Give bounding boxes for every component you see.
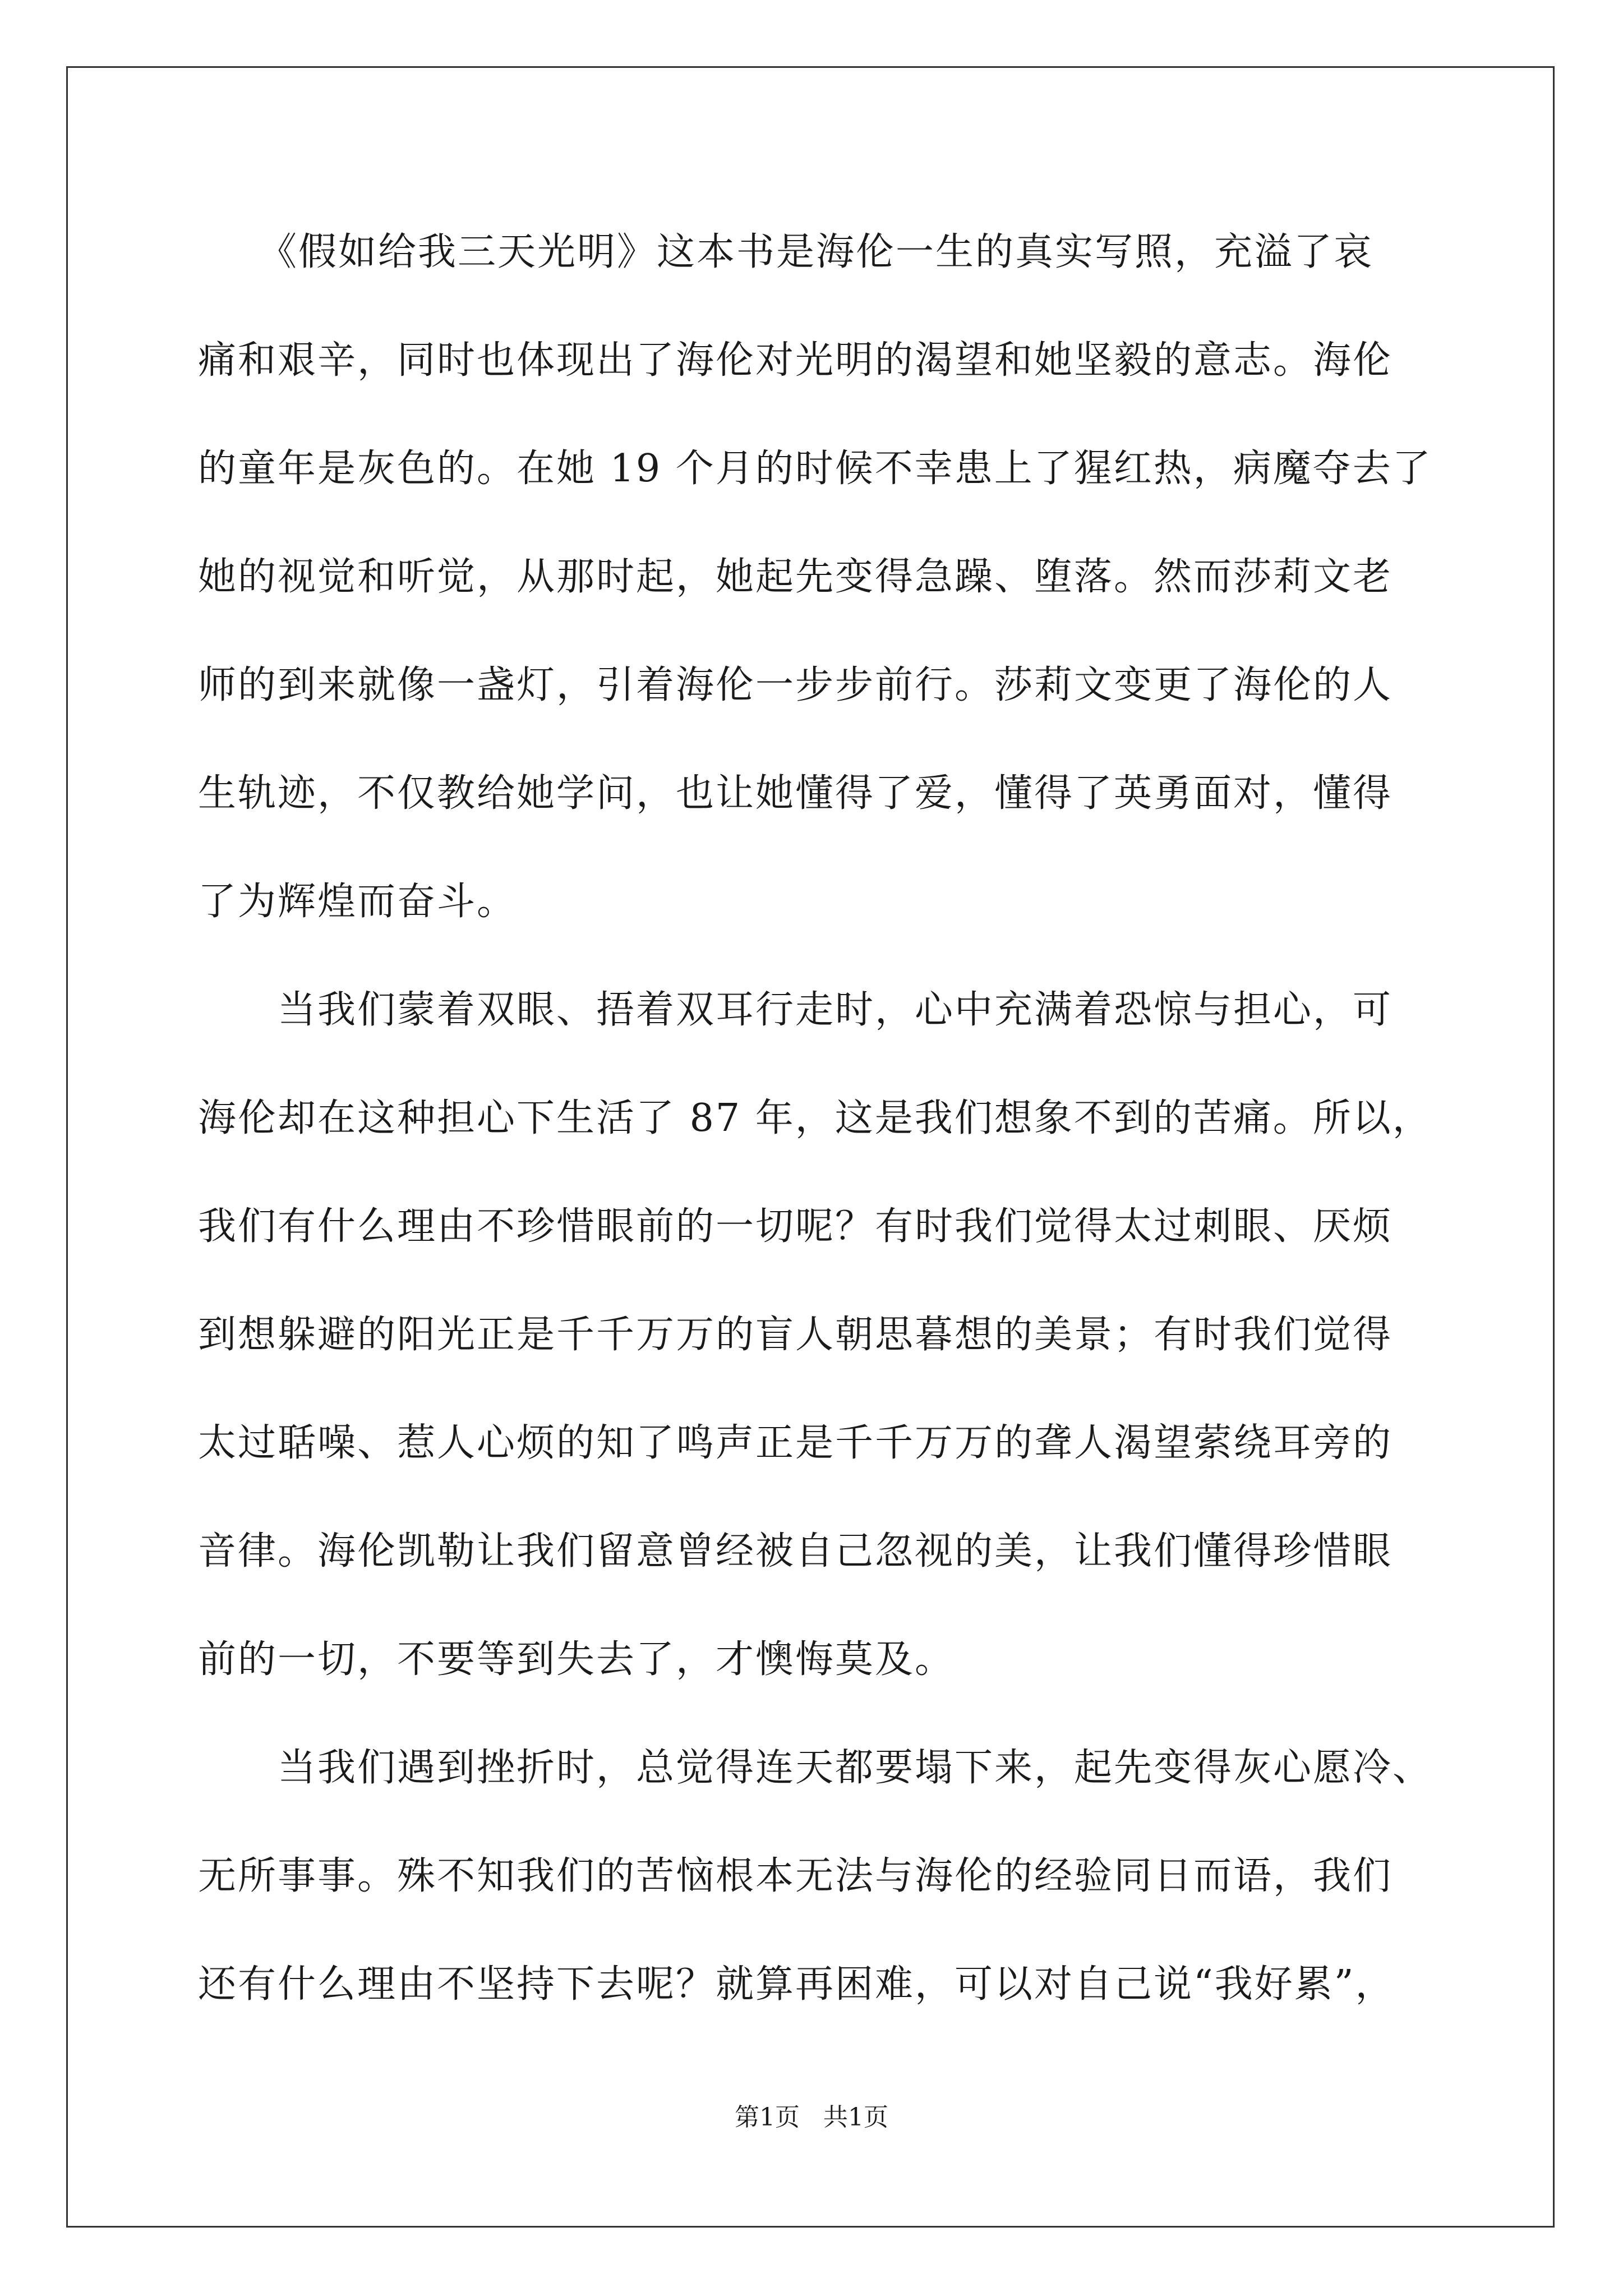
text-line: 太过聒噪、惹人心烦的知了鸣声正是千千万万的聋人渴望萦绕耳旁的 bbox=[198, 1421, 1393, 1465]
text-line: 无所事事。殊不知我们的苦恼根本无法与海伦的经验同日而语，我们 bbox=[198, 1854, 1393, 1898]
text-line: 她的视觉和听觉，从那时起，她起先变得急躁、堕落。然而莎莉文老 bbox=[198, 555, 1393, 599]
text-line: 的童年是灰色的。在她 19 个月的时候不幸患上了猩红热，病魔夺去了 bbox=[198, 447, 1432, 491]
text-line: 生轨迹，不仅教给她学问，也让她懂得了爱，懂得了英勇面对，懂得 bbox=[198, 771, 1393, 816]
page-number-footer: 第1页 共1页 bbox=[735, 2103, 888, 2132]
text-line: 当我们遇到挫折时，总觉得连天都要塌下来，起先变得灰心愿冷、 bbox=[198, 1746, 1433, 1790]
text-line: 到想躲避的阳光正是千千万万的盲人朝思暮想的美景；有时我们觉得 bbox=[198, 1313, 1393, 1357]
text-line: 师的到来就像一盏灯，引着海伦一步步前行。莎莉文变更了海伦的人 bbox=[198, 663, 1393, 707]
text-line: 前的一切，不要等到失去了，才懊悔莫及。 bbox=[198, 1637, 955, 1682]
text-line: 音律。海伦凯勒让我们留意曾经被自己忽视的美，让我们懂得珍惜眼 bbox=[198, 1529, 1393, 1573]
text-line: 了为辉煌而奋斗。 bbox=[198, 880, 517, 924]
text-line: 痛和艰辛，同时也体现出了海伦对光明的渴望和她坚毅的意志。海伦 bbox=[198, 338, 1393, 383]
text-line: 还有什么理由不坚持下去呢？就算再困难，可以对自己说“我好累”， bbox=[198, 1962, 1395, 2007]
text-line: 海伦却在这种担心下生活了 87 年，这是我们想象不到的苦痛。所以， bbox=[198, 1096, 1432, 1140]
body-text bbox=[198, 208, 1437, 2048]
text-line: 《假如给我三天光明》这本书是海伦一生的真实写照，充溢了哀 bbox=[198, 230, 1374, 274]
text-line: 当我们蒙着双眼、捂着双耳行走时，心中充满着恐惊与担心，可 bbox=[198, 988, 1393, 1032]
text-line: 我们有什么理由不珍惜眼前的一切呢？有时我们觉得太过刺眼、厌烦 bbox=[198, 1204, 1393, 1249]
